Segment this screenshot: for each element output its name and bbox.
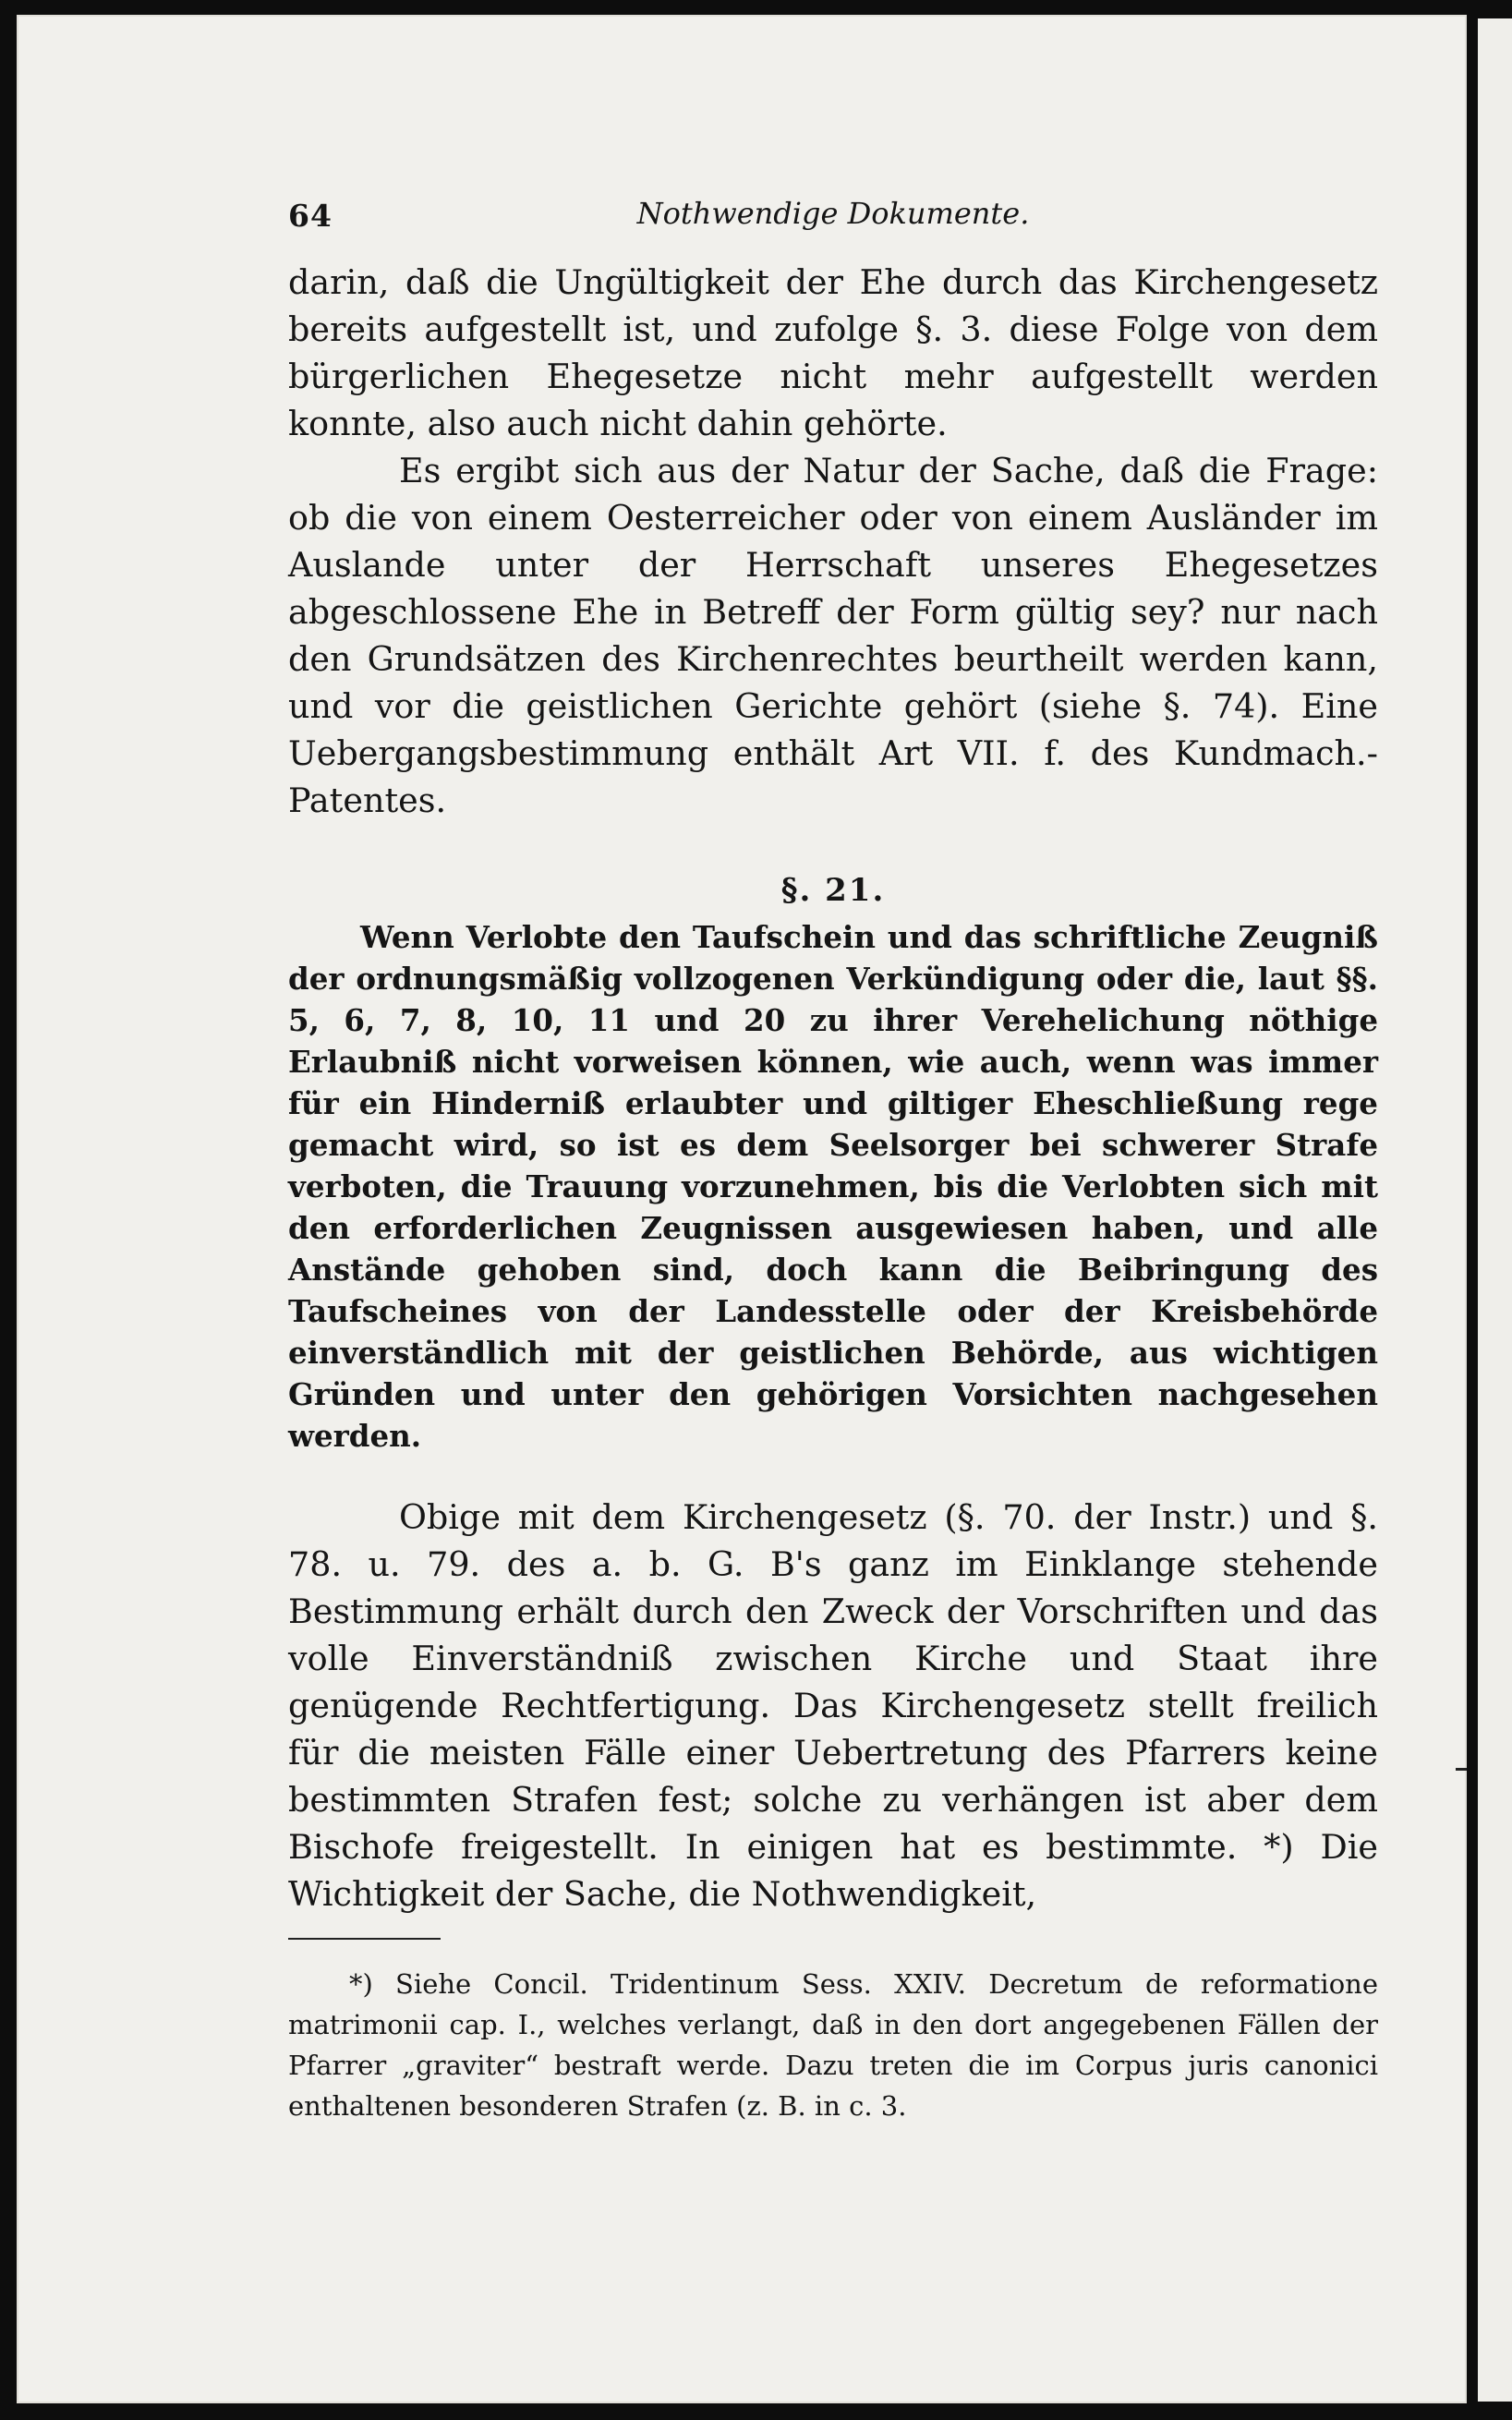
footnote-divider xyxy=(288,1938,441,1940)
paragraph-2: Es ergibt sich aus der Natur der Sache, daß die Frage: ob die von einem Oesterreicher oder von einem Ausländer im Auslande unter der Herrschaft unseres Ehegesetzes abgeschlossene Ehe in Betreff der Form gültig sey? nur nach den Grundsätzen des Kirchenrechtes beurtheilt werden kann, und vor die geistlichen Gerichte gehört (siehe §. 74). Eine Uebergangsbestimmung enthält Art VII. f. des Kundmach.-Patentes. xyxy=(288,451,1378,820)
footnote: *) Siehe Concil. Tridentinum Sess. XXIV. Decretum de reformatione matrimonii cap. I., welches verlangt, daß in den dort angegebenen Fällen der Pfarrer „graviter“ bestraft werde. Dazu treten die im Corpus juris canonici enthaltenen besonderen Strafen (z. B. in c. 3. xyxy=(288,1968,1378,2122)
statute-text: Wenn Verlobte den Taufschein und das schriftliche Zeugniß der ordnungsmäßig vollzogenen Verkündigung oder die, laut §§. 5, 6, 7, 8, 10, 11 und 20 zu ihrer Verehelichung nöthige Erlaubniß nicht vorweisen können, wie auch, wenn was immer für ein Hinderniß erlaubter und giltiger Eheschließung rege gemacht wird, so ist es dem Seelsorger bei schwerer Strafe verboten, die Trauung vorzunehmen, bis die Verlobten sich mit den erforderlichen Zeugnissen ausgewiesen haben, und alle Anstände gehoben sind, doch kann die Beibringung des Taufscheines von der Landesstelle oder der Kreisbehörde einverständlich mit der geistlichen Behörde, aus wichtigen Gründen und unter den gehörigen Vorsichten nachgesehen werden. xyxy=(288,919,1378,1454)
running-title: Nothwendige Dokumente. xyxy=(636,196,1030,231)
section-heading: §. 21. xyxy=(780,872,886,909)
paragraph-1: darin, daß die Ungültigkeit der Ehe durch das Kirchengesetz bereits aufgestellt ist, und zufolge §. 3. diese Folge von dem bürgerlichen Ehegesetze nicht mehr aufgestellt werden konnte, also auch nicht dahin gehörte. xyxy=(288,262,1378,443)
page-number: 64 xyxy=(288,198,333,234)
page-content xyxy=(288,185,1378,2126)
commentary-paragraph: Obige mit dem Kirchengesetz (§. 70. der Instr.) und §. 78. u. 79. des a. b. G. B's ganz im Einklange stehende Bestimmung erhält durch den Zweck der Vorschriften und das volle Einverständniß zwischen Kirche und Staat ihre genügende Rechtfertigung. Das Kirchengesetz stellt freilich für die meisten Fälle einer Uebertretung des Pfarrers keine bestimmten Strafen fest; solche zu verhängen ist aber dem Bischofe freigestellt. In einigen hat es bestimmte. *) Die Wichtigkeit der Sache, die Nothwendigkeit, xyxy=(288,1497,1378,1914)
adjacent-page-edge xyxy=(1478,18,1512,2402)
margin-mark xyxy=(1456,1768,1467,1771)
running-head xyxy=(288,185,1378,249)
